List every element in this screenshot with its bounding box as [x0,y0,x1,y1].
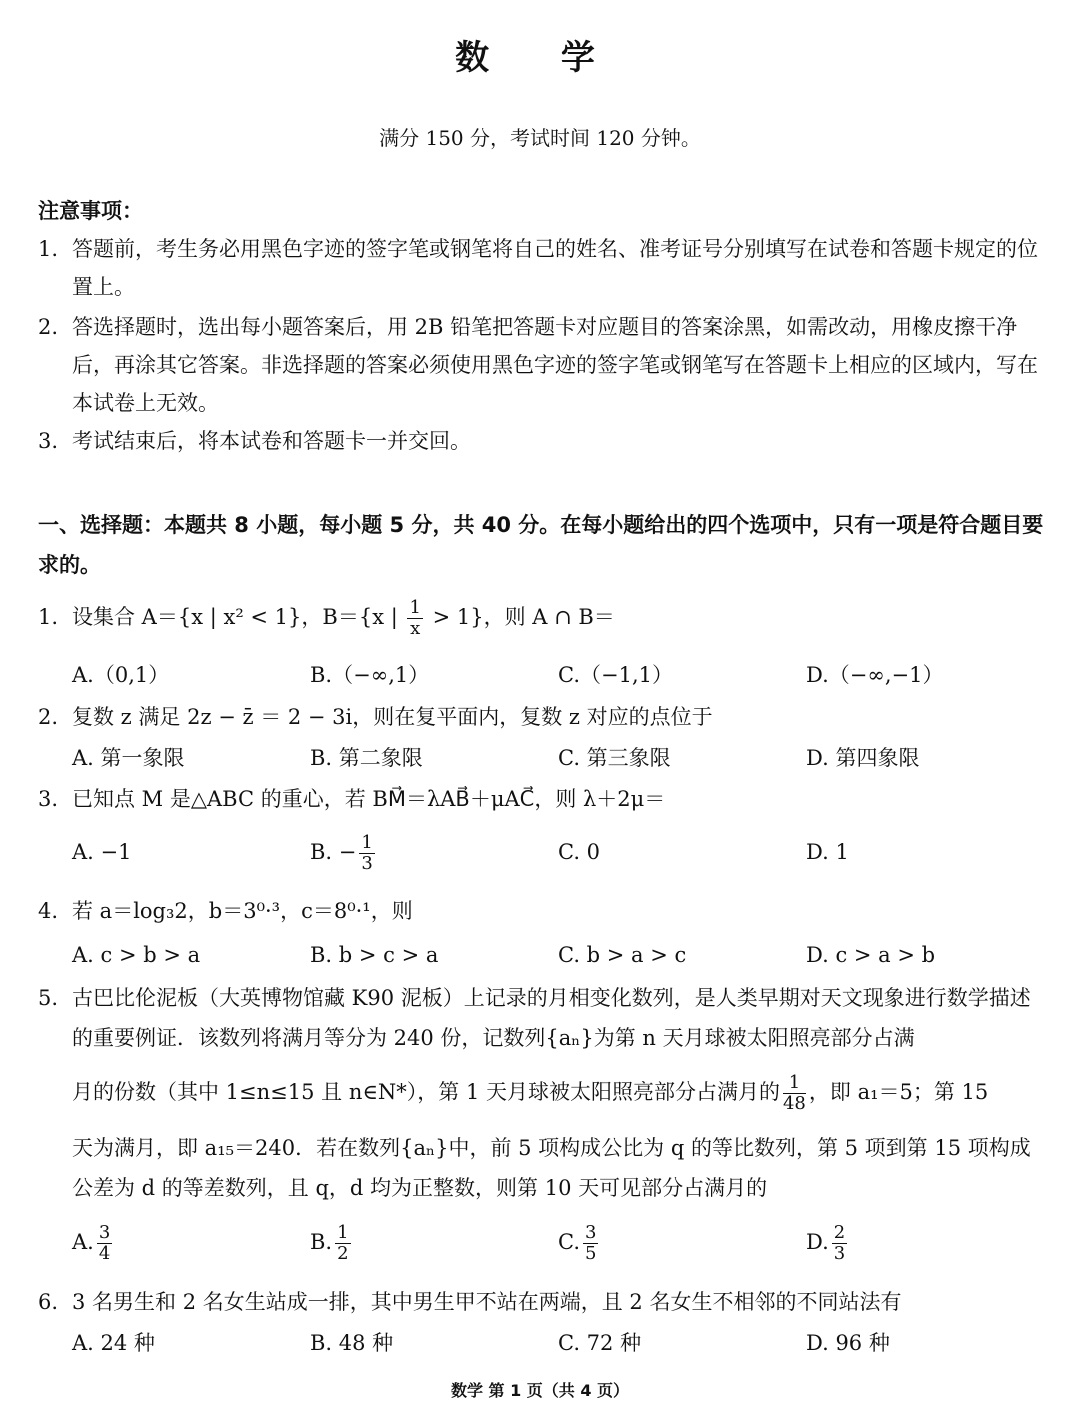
notice-text: 答选择题时，选出每小题答案后，用 2B 铅笔把答题卡对应题目的答案涂黑，如需改动，用橡皮擦干净后，再涂其它答案。非选择题的答案必须使用黑色字迹的签字笔或钢笔写在答题卡上相应的区域内，写在本试卷上无效。 [72,315,1038,415]
option-d: D. 第四象限 [806,746,920,770]
options-row [72,738,1052,782]
question-text: > 1}，则 A ∩ B＝ [425,605,615,629]
option-b: B. − $\frac{1}{3}$ [310,832,373,874]
notice-number: 2. [38,315,59,339]
options-row [72,1323,1052,1367]
question-number: 1. [38,605,59,629]
notice-text: 答题前，考生务必用黑色字迹的签字笔或钢笔将自己的姓名、准考证号分别填写在试卷和答题卡规定的位置上。 [72,237,1038,299]
question-number: 2. [38,705,59,729]
option-c: C. 第三象限 [558,746,671,770]
question-4 [38,892,1048,930]
question-text: 3 名男生和 2 名女生站成一排，其中男生甲不站在两端，且 2 名女生不相邻的不同站法有 [72,1290,902,1314]
notice-number: 3. [38,429,59,453]
options-row [72,655,1052,699]
option-b: B.（−∞,1） [310,663,430,687]
option-a: A. 第一象限 [72,746,185,770]
exam-info: 满分 150 分，考试时间 120 分钟。 [379,126,701,150]
option-d: D. 1 [806,840,849,864]
fraction: $\frac{3}{4}$ [98,1222,111,1264]
option-a: A. $\frac{3}{4}$ [72,1222,111,1264]
options-row [72,1222,1052,1272]
option-d: D. 96 种 [806,1331,890,1355]
option-b: B. 第二象限 [310,746,423,770]
notice-number: 1. [38,237,59,261]
page-title: 数 学 [455,38,625,78]
page-footer: 数学 第 1 页（共 4 页） [450,1381,630,1400]
option-a: A. −1 [72,840,132,864]
option-b: B. b > c > a [310,943,439,967]
option-a: A.（0,1） [72,663,170,687]
option-d: D. c > a > b [806,943,936,967]
section-heading: 一、选择题：本题共 8 小题，每小题 5 分，共 40 分。在每小题给出的四个选项中，只有一项是符合题目要求的。 [38,513,1044,577]
question-text: 若 a＝log₃2，b＝3⁰·³，c＝8⁰·¹，则 [72,899,413,923]
options-row [72,832,1052,876]
option-c: C. b > a > c [558,943,687,967]
question-text: 设集合 A＝{x | x² < 1}，B＝{x | [72,605,405,629]
question-text: 已知点 M 是△ABC 的重心，若 BM⃗＝λAB⃗＋μAC⃗，则 λ＋2μ＝ [72,787,666,811]
fraction: $\frac{1}{2}$ [337,1222,349,1264]
option-c: C. 0 [558,840,601,864]
question-number: 5. [38,986,59,1010]
question-2 [38,698,1048,736]
question-text: 古巴比伦泥板（大英博物馆藏 K90 泥板）上记录的月相变化数列，是人类早期对天文现象进行数学描述的重要例证．该数列将满月等分为 240 份，记数列{aₙ}为第 n 天月球被太阳照亮部分占满 [72,986,1031,1050]
question-text: 复数 z 满足 2z − z̄ ＝ 2 − 3i，则在复平面内，复数 z 对应的点位于 [72,705,713,729]
options-row [72,935,1052,979]
question-5-line [38,1128,1048,1208]
question-text: 天为满月，即 a₁₅＝240．若在数列{aₙ}中，前 5 项构成公比为 q 的等比数列，第 5 项到第 15 项构成公差为 d 的等差数列，且 q，d 均为正整数，则第 10 天可见部分占满月的 [72,1136,1031,1200]
option-c: C. 72 种 [558,1331,642,1355]
option-c: C. $\frac{3}{5}$ [558,1222,597,1264]
fraction: $\frac{1}{3}$ [361,832,373,874]
option-a: A. c > b > a [72,943,201,967]
notice-item [38,422,1048,460]
fraction: $\frac{1}{48}$ [782,1072,806,1114]
question-number: 4. [38,899,59,923]
fraction: $\frac{1}{x}$ [409,597,421,639]
notice-item [38,308,1048,422]
question-1 [38,598,1048,639]
option-b: B. 48 种 [310,1331,394,1355]
option-b: B. $\frac{1}{2}$ [310,1222,349,1264]
question-6 [38,1283,1048,1321]
fraction: $\frac{3}{5}$ [585,1222,597,1264]
question-text: 月的份数（其中 1≤n≤15 且 n∈N*），第 1 天月球被太阳照亮部分占满月的 [72,1080,780,1104]
option-a: A. 24 种 [72,1331,155,1355]
question-text: ，即 a₁＝5；第 15 [808,1080,989,1104]
question-5-line [38,1070,1048,1114]
notice-heading: 注意事项： [38,199,143,223]
question-5 [38,978,1048,1058]
option-d: D. $\frac{2}{3}$ [806,1222,846,1264]
option-c: C.（−1,1） [558,663,673,687]
question-number: 3. [38,787,59,811]
question-3 [38,780,1048,818]
notice-item [38,230,1048,306]
fraction: $\frac{2}{3}$ [833,1222,846,1264]
notice-text: 考试结束后，将本试卷和答题卡一并交回。 [72,429,471,453]
option-d: D.（−∞,−1） [806,663,944,687]
question-number: 6. [38,1290,59,1314]
